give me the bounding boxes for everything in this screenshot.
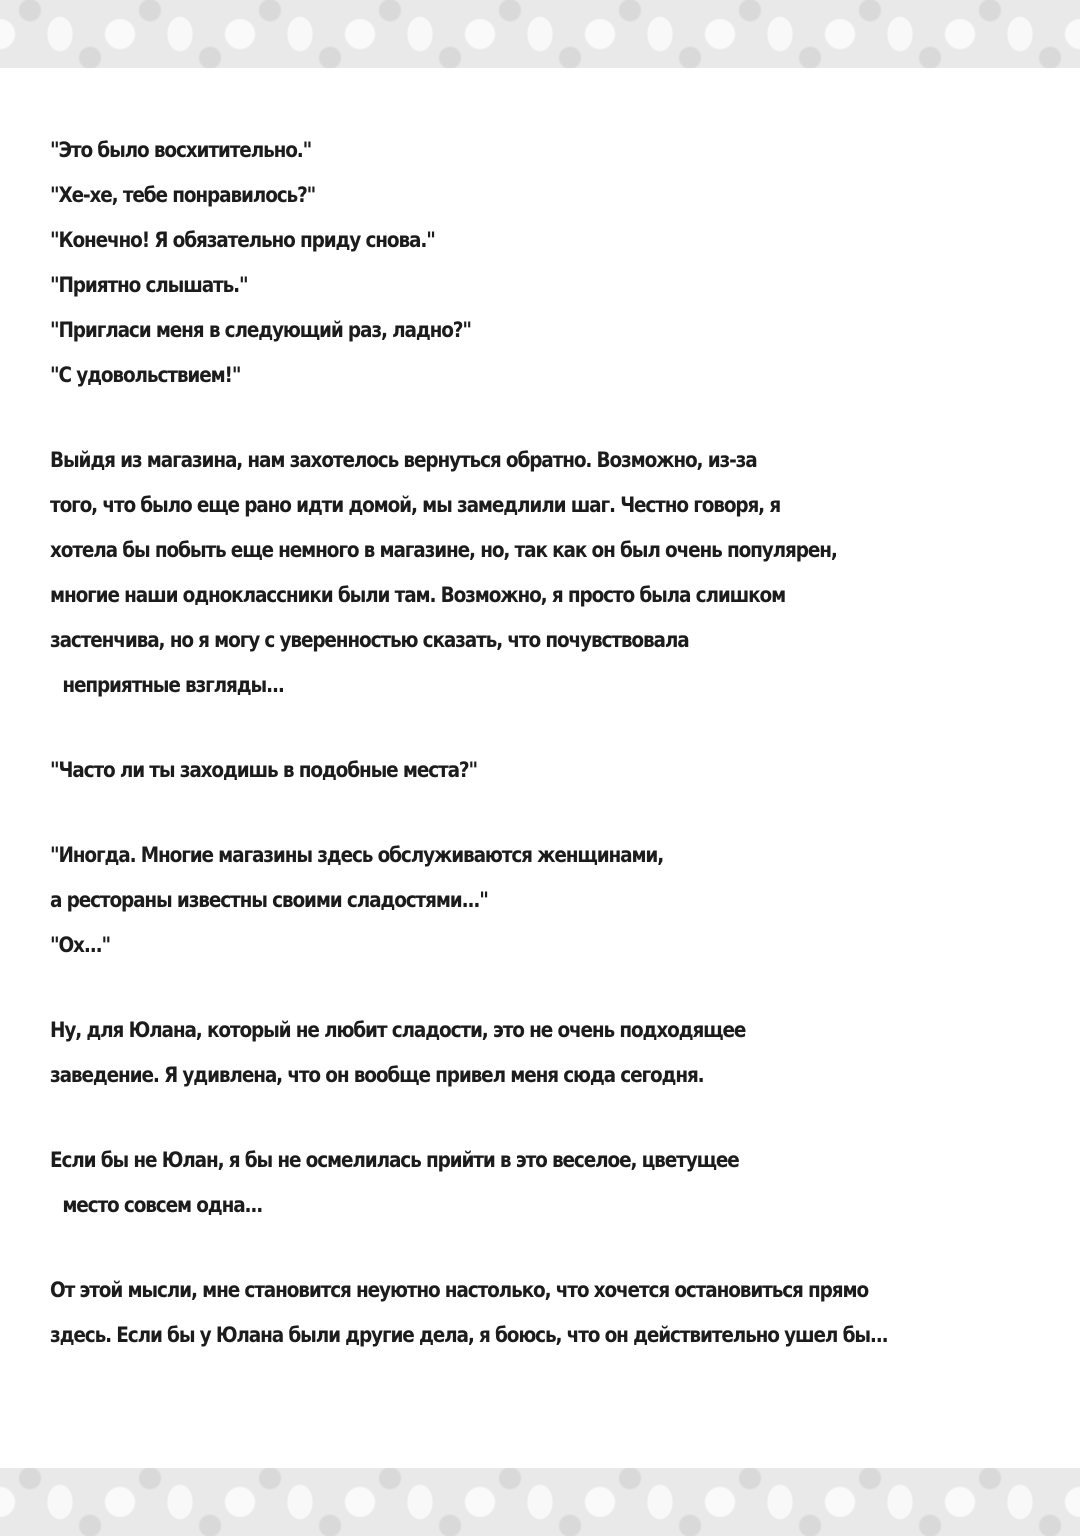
text-line: "Иногда. Многие магазины здесь обслуживаются женщинами, <box>50 843 664 867</box>
text-line: "Это было восхитительно." <box>50 138 312 162</box>
bottom-ornament-border <box>0 1468 1080 1536</box>
text-line: "Приятно слышать." <box>50 273 248 297</box>
text-line: многие наши одноклассники были там. Возможно, я просто была слишком <box>50 583 786 607</box>
text-line: "Ох..." <box>50 933 110 957</box>
text-line: Выйдя из магазина, нам захотелось вернуться обратно. Возможно, из-за <box>50 448 757 472</box>
text-body <box>50 128 912 1358</box>
text-line: заведение. Я удивлена, что он вообще привел меня сюда сегодня. <box>50 1063 704 1087</box>
paragraph-gap <box>50 1098 912 1138</box>
text-line: Если бы не Юлан, я бы не осмелилась прийти в это веселое, цветущее <box>50 1148 739 1172</box>
paragraph-dialogue-2 <box>50 748 912 793</box>
text-line: "Конечно! Я обязательно приду снова." <box>50 228 435 252</box>
paragraph-gap <box>50 398 912 438</box>
paragraph-narration-1 <box>50 438 912 708</box>
text-line: застенчива, но я могу с уверенностью сказать, что почувствовала <box>50 628 689 652</box>
paragraph-gap <box>50 793 912 833</box>
text-line: место совсем одна... <box>62 1193 263 1217</box>
paragraph-narration-3 <box>50 1138 912 1228</box>
paragraph-gap <box>50 1228 912 1268</box>
text-line: "Хе-хе, тебе понравилось?" <box>50 183 316 207</box>
paragraph-narration-2 <box>50 1008 912 1098</box>
top-ornament-border <box>0 0 1080 68</box>
paragraph-gap <box>50 708 912 748</box>
text-line: "Пригласи меня в следующий раз, ладно?" <box>50 318 471 342</box>
text-line: неприятные взгляды... <box>62 673 284 697</box>
paragraph-gap <box>50 968 912 1008</box>
paragraph-narration-4 <box>50 1268 912 1358</box>
text-line: того, что было еще рано идти домой, мы замедлили шаг. Честно говоря, я <box>50 493 781 517</box>
paragraph-dialogue-3 <box>50 833 912 968</box>
text-line: "С удовольствием!" <box>50 363 241 387</box>
text-line: От этой мысли, мне становится неуютно настолько, что хочется остановиться прямо <box>50 1278 869 1302</box>
paragraph-dialogue-1 <box>50 128 912 398</box>
text-line: "Часто ли ты заходишь в подобные места?" <box>50 758 477 782</box>
text-line: Ну, для Юлана, который не любит сладости, это не очень подходящее <box>50 1018 746 1042</box>
text-line: хотела бы побыть еще немного в магазине, но, так как он был очень популярен, <box>50 538 837 562</box>
text-line: а рестораны известны своими сладостями..." <box>50 888 488 912</box>
text-line: здесь. Если бы у Юлана были другие дела, я боюсь, что он действительно ушел бы... <box>50 1323 888 1347</box>
